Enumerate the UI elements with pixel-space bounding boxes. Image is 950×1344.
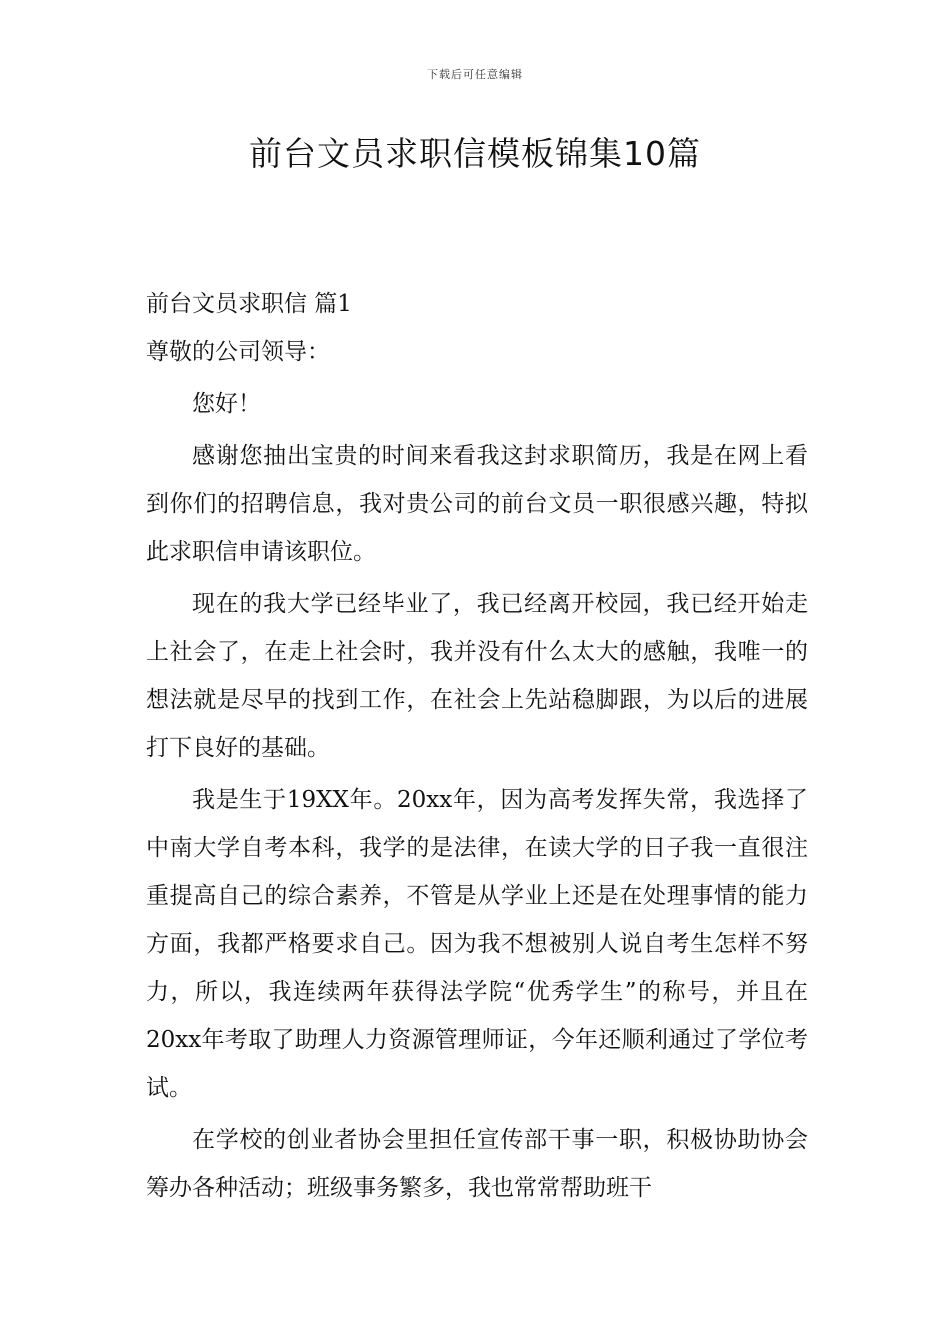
section-heading: 前台文员求职信 篇1 xyxy=(146,291,352,317)
paragraph: 感谢您抽出宝贵的时间来看我这封求职简历，我是在网上看到你们的招聘信息，我对贵公司的前台文员一职很感兴趣，特拟此求职信申请该职位。 xyxy=(146,443,808,565)
header-note: 下载后可任意编辑 xyxy=(427,68,523,81)
letter-body xyxy=(146,280,808,1212)
salutation: 尊敬的公司领导： xyxy=(146,339,330,365)
paragraph: 现在的我大学已经毕业了，我已经离开校园，我已经开始走上社会了，在走上社会时，我并没有什么太大的感触，我唯一的想法就是尽早的找到工作，在社会上先站稳脚跟，为以后的进展打下良好的基础。 xyxy=(146,591,808,761)
document-title: 前台文员求职信模板锦集10篇 xyxy=(249,134,701,173)
greeting: 您好！ xyxy=(192,391,261,417)
paragraph: 在学校的创业者协会里担任宣传部干事一职，积极协助协会筹办各种活动；班级事务繁多，我也常常帮助班干 xyxy=(146,1127,808,1201)
paragraph: 我是生于19XX年。20xx年，因为高考发挥失常，我选择了中南大学自考本科，我学的是法律，在读大学的日子我一直很注重提高自己的综合素养，不管是从学业上还是在处理事情的能力方面，我都严格要求自己。因为我不想被别人说自考生怎样不努力，所以，我连续两年获得法学院“优秀学生”的称号，并且在20xx年考取了助理人力资源管理师证，今年还顺利通过了学位考试。 xyxy=(146,787,808,1101)
